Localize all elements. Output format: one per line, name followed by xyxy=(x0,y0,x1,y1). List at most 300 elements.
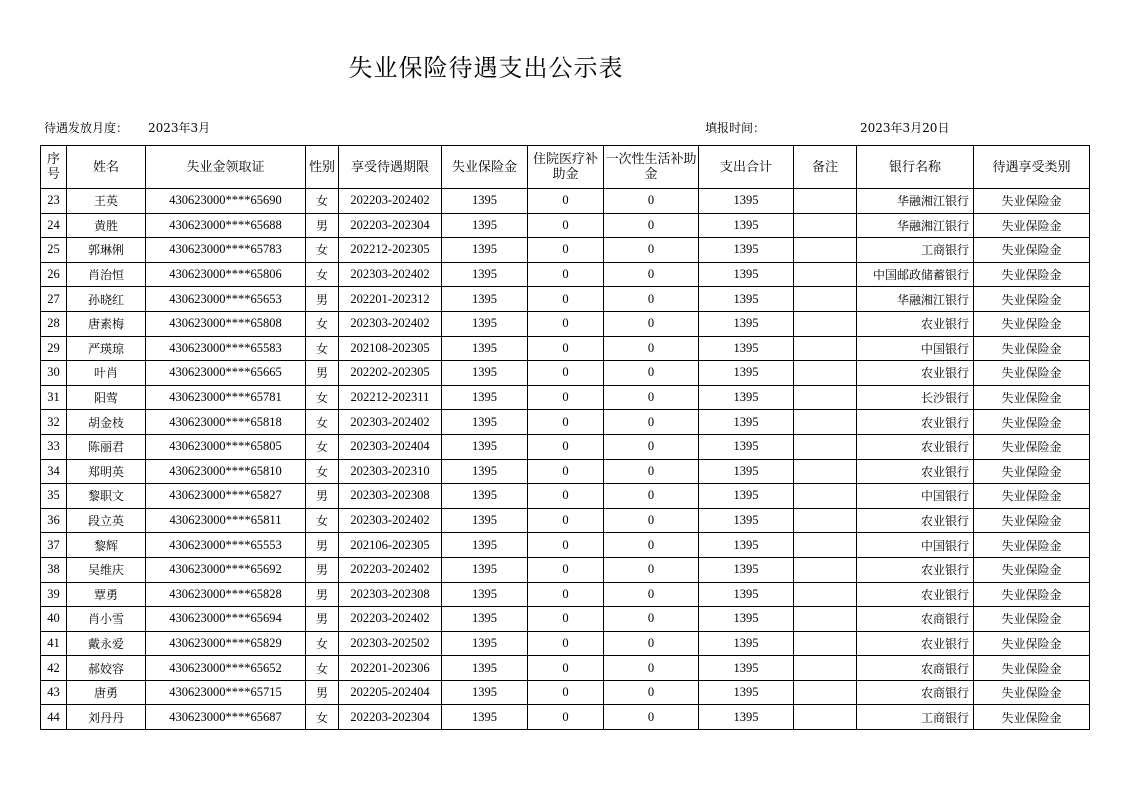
cell-remarks xyxy=(794,189,857,214)
cell-insurance-amount: 1395 xyxy=(442,607,528,632)
cell-living-subsidy: 0 xyxy=(604,582,699,607)
col-header-index: 序号 xyxy=(41,146,67,189)
table-header-row xyxy=(41,146,1090,189)
cell-medical-subsidy: 0 xyxy=(528,656,604,681)
cell-name: 郝姣容 xyxy=(67,656,146,681)
cell-gender: 女 xyxy=(306,656,339,681)
cell-category: 失业保险金 xyxy=(974,582,1090,607)
cell-total: 1395 xyxy=(699,557,794,582)
cell-category: 失业保险金 xyxy=(974,189,1090,214)
cell-living-subsidy: 0 xyxy=(604,705,699,730)
cell-certificate: 430623000****65808 xyxy=(146,311,306,336)
cell-total: 1395 xyxy=(699,213,794,238)
cell-total: 1395 xyxy=(699,287,794,312)
cell-certificate: 430623000****65715 xyxy=(146,680,306,705)
cell-name: 戴永爱 xyxy=(67,631,146,656)
cell-bank: 农业银行 xyxy=(857,434,974,459)
cell-period: 202303-202402 xyxy=(339,410,442,435)
cell-remarks xyxy=(794,484,857,509)
cell-medical-subsidy: 0 xyxy=(528,361,604,386)
cell-bank: 中国银行 xyxy=(857,484,974,509)
cell-insurance-amount: 1395 xyxy=(442,213,528,238)
cell-name: 严瑛琼 xyxy=(67,336,146,361)
fill-date-label: 填报时间： xyxy=(705,121,766,135)
cell-category: 失业保险金 xyxy=(974,385,1090,410)
cell-remarks xyxy=(794,238,857,263)
table-row xyxy=(41,705,1090,730)
cell-gender: 女 xyxy=(306,631,339,656)
cell-living-subsidy: 0 xyxy=(604,238,699,263)
cell-remarks xyxy=(794,656,857,681)
cell-total: 1395 xyxy=(699,410,794,435)
cell-name: 肖治恒 xyxy=(67,262,146,287)
cell-total: 1395 xyxy=(699,533,794,558)
cell-certificate: 430623000****65553 xyxy=(146,533,306,558)
col-header-name: 姓名 xyxy=(67,146,146,189)
cell-living-subsidy: 0 xyxy=(604,311,699,336)
cell-name: 胡金枝 xyxy=(67,410,146,435)
cell-index: 40 xyxy=(41,607,67,632)
cell-period: 202203-202402 xyxy=(339,607,442,632)
cell-gender: 女 xyxy=(306,508,339,533)
cell-gender: 女 xyxy=(306,238,339,263)
cell-living-subsidy: 0 xyxy=(604,385,699,410)
cell-category: 失业保险金 xyxy=(974,705,1090,730)
cell-gender: 女 xyxy=(306,311,339,336)
cell-remarks xyxy=(794,262,857,287)
cell-gender: 男 xyxy=(306,213,339,238)
cell-remarks xyxy=(794,582,857,607)
cell-name: 陈丽君 xyxy=(67,434,146,459)
cell-remarks xyxy=(794,213,857,238)
cell-index: 32 xyxy=(41,410,67,435)
cell-bank: 华融湘江银行 xyxy=(857,189,974,214)
cell-index: 43 xyxy=(41,680,67,705)
cell-medical-subsidy: 0 xyxy=(528,385,604,410)
cell-category: 失业保险金 xyxy=(974,336,1090,361)
cell-insurance-amount: 1395 xyxy=(442,311,528,336)
cell-living-subsidy: 0 xyxy=(604,656,699,681)
cell-category: 失业保险金 xyxy=(974,680,1090,705)
cell-bank: 农商银行 xyxy=(857,680,974,705)
table-row xyxy=(41,656,1090,681)
cell-living-subsidy: 0 xyxy=(604,484,699,509)
cell-period: 202303-202310 xyxy=(339,459,442,484)
table-row xyxy=(41,607,1090,632)
cell-gender: 男 xyxy=(306,557,339,582)
cell-gender: 男 xyxy=(306,607,339,632)
cell-living-subsidy: 0 xyxy=(604,336,699,361)
cell-index: 38 xyxy=(41,557,67,582)
cell-total: 1395 xyxy=(699,311,794,336)
cell-living-subsidy: 0 xyxy=(604,508,699,533)
cell-living-subsidy: 0 xyxy=(604,361,699,386)
table-row xyxy=(41,631,1090,656)
col-header-insurance-amount: 失业保险金 xyxy=(442,146,528,189)
cell-gender: 女 xyxy=(306,434,339,459)
cell-gender: 女 xyxy=(306,189,339,214)
cell-period: 202303-202402 xyxy=(339,311,442,336)
table-row xyxy=(41,361,1090,386)
cell-certificate: 430623000****65692 xyxy=(146,557,306,582)
cell-gender: 女 xyxy=(306,459,339,484)
cell-remarks xyxy=(794,705,857,730)
col-header-certificate: 失业金领取证 xyxy=(146,146,306,189)
cell-medical-subsidy: 0 xyxy=(528,434,604,459)
cell-period: 202212-202311 xyxy=(339,385,442,410)
cell-bank: 中国银行 xyxy=(857,533,974,558)
cell-name: 唐素梅 xyxy=(67,311,146,336)
cell-bank: 中国银行 xyxy=(857,336,974,361)
cell-insurance-amount: 1395 xyxy=(442,189,528,214)
cell-period: 202303-202402 xyxy=(339,262,442,287)
table-row xyxy=(41,459,1090,484)
cell-index: 41 xyxy=(41,631,67,656)
cell-insurance-amount: 1395 xyxy=(442,557,528,582)
cell-gender: 女 xyxy=(306,336,339,361)
cell-name: 孙晓红 xyxy=(67,287,146,312)
cell-remarks xyxy=(794,459,857,484)
cell-gender: 男 xyxy=(306,484,339,509)
cell-total: 1395 xyxy=(699,484,794,509)
payout-month-label: 待遇发放月度： xyxy=(44,121,129,135)
cell-bank: 农业银行 xyxy=(857,361,974,386)
cell-total: 1395 xyxy=(699,434,794,459)
cell-period: 202303-202308 xyxy=(339,484,442,509)
table-row xyxy=(41,533,1090,558)
cell-bank: 华融湘江银行 xyxy=(857,287,974,312)
cell-insurance-amount: 1395 xyxy=(442,680,528,705)
cell-bank: 农业银行 xyxy=(857,459,974,484)
cell-category: 失业保险金 xyxy=(974,410,1090,435)
cell-medical-subsidy: 0 xyxy=(528,410,604,435)
table-row xyxy=(41,582,1090,607)
cell-gender: 男 xyxy=(306,680,339,705)
cell-medical-subsidy: 0 xyxy=(528,680,604,705)
cell-living-subsidy: 0 xyxy=(604,287,699,312)
table-row xyxy=(41,287,1090,312)
cell-certificate: 430623000****65783 xyxy=(146,238,306,263)
cell-certificate: 430623000****65805 xyxy=(146,434,306,459)
cell-total: 1395 xyxy=(699,238,794,263)
cell-index: 24 xyxy=(41,213,67,238)
cell-medical-subsidy: 0 xyxy=(528,189,604,214)
cell-index: 35 xyxy=(41,484,67,509)
cell-remarks xyxy=(794,434,857,459)
cell-remarks xyxy=(794,631,857,656)
cell-bank: 农商银行 xyxy=(857,656,974,681)
cell-living-subsidy: 0 xyxy=(604,533,699,558)
table-row xyxy=(41,484,1090,509)
cell-period: 202201-202312 xyxy=(339,287,442,312)
cell-total: 1395 xyxy=(699,262,794,287)
cell-medical-subsidy: 0 xyxy=(528,287,604,312)
cell-living-subsidy: 0 xyxy=(604,631,699,656)
cell-bank: 农业银行 xyxy=(857,582,974,607)
cell-remarks xyxy=(794,607,857,632)
table-row xyxy=(41,385,1090,410)
cell-certificate: 430623000****65687 xyxy=(146,705,306,730)
cell-bank: 农业银行 xyxy=(857,311,974,336)
cell-medical-subsidy: 0 xyxy=(528,238,604,263)
cell-certificate: 430623000****65652 xyxy=(146,656,306,681)
table-row xyxy=(41,410,1090,435)
cell-category: 失业保险金 xyxy=(974,287,1090,312)
cell-remarks xyxy=(794,410,857,435)
cell-gender: 女 xyxy=(306,410,339,435)
cell-name: 王英 xyxy=(67,189,146,214)
cell-bank: 农业银行 xyxy=(857,508,974,533)
cell-insurance-amount: 1395 xyxy=(442,410,528,435)
cell-period: 202303-202402 xyxy=(339,508,442,533)
cell-gender: 男 xyxy=(306,533,339,558)
cell-living-subsidy: 0 xyxy=(604,680,699,705)
cell-total: 1395 xyxy=(699,459,794,484)
cell-certificate: 430623000****65828 xyxy=(146,582,306,607)
cell-index: 23 xyxy=(41,189,67,214)
cell-bank: 中国邮政储蓄银行 xyxy=(857,262,974,287)
cell-name: 黄胜 xyxy=(67,213,146,238)
cell-name: 唐勇 xyxy=(67,680,146,705)
table-row xyxy=(41,557,1090,582)
cell-total: 1395 xyxy=(699,631,794,656)
cell-index: 27 xyxy=(41,287,67,312)
cell-total: 1395 xyxy=(699,336,794,361)
cell-index: 28 xyxy=(41,311,67,336)
cell-category: 失业保险金 xyxy=(974,484,1090,509)
cell-name: 刘丹丹 xyxy=(67,705,146,730)
cell-period: 202108-202305 xyxy=(339,336,442,361)
cell-living-subsidy: 0 xyxy=(604,557,699,582)
cell-gender: 女 xyxy=(306,262,339,287)
cell-insurance-amount: 1395 xyxy=(442,238,528,263)
cell-medical-subsidy: 0 xyxy=(528,262,604,287)
cell-living-subsidy: 0 xyxy=(604,189,699,214)
cell-bank: 农业银行 xyxy=(857,557,974,582)
cell-period: 202106-202305 xyxy=(339,533,442,558)
cell-category: 失业保险金 xyxy=(974,361,1090,386)
cell-category: 失业保险金 xyxy=(974,238,1090,263)
cell-certificate: 430623000****65806 xyxy=(146,262,306,287)
cell-insurance-amount: 1395 xyxy=(442,631,528,656)
cell-index: 29 xyxy=(41,336,67,361)
cell-insurance-amount: 1395 xyxy=(442,705,528,730)
cell-insurance-amount: 1395 xyxy=(442,287,528,312)
cell-category: 失业保险金 xyxy=(974,607,1090,632)
cell-index: 36 xyxy=(41,508,67,533)
cell-medical-subsidy: 0 xyxy=(528,459,604,484)
cell-insurance-amount: 1395 xyxy=(442,508,528,533)
cell-remarks xyxy=(794,680,857,705)
cell-index: 37 xyxy=(41,533,67,558)
cell-medical-subsidy: 0 xyxy=(528,557,604,582)
col-header-remarks: 备注 xyxy=(794,146,857,189)
cell-medical-subsidy: 0 xyxy=(528,582,604,607)
col-header-bank: 银行名称 xyxy=(857,146,974,189)
cell-remarks xyxy=(794,508,857,533)
cell-living-subsidy: 0 xyxy=(604,213,699,238)
cell-period: 202203-202402 xyxy=(339,557,442,582)
cell-period: 202212-202305 xyxy=(339,238,442,263)
page-title: 失业保险待遇支出公示表 xyxy=(348,54,624,82)
cell-category: 失业保险金 xyxy=(974,213,1090,238)
cell-gender: 男 xyxy=(306,361,339,386)
cell-name: 段立英 xyxy=(67,508,146,533)
cell-gender: 女 xyxy=(306,385,339,410)
payout-month-value: 2023年3月 xyxy=(148,121,211,135)
cell-period: 202203-202304 xyxy=(339,705,442,730)
cell-bank: 农商银行 xyxy=(857,607,974,632)
cell-living-subsidy: 0 xyxy=(604,262,699,287)
cell-medical-subsidy: 0 xyxy=(528,631,604,656)
cell-name: 黎职文 xyxy=(67,484,146,509)
cell-medical-subsidy: 0 xyxy=(528,311,604,336)
cell-medical-subsidy: 0 xyxy=(528,607,604,632)
cell-index: 44 xyxy=(41,705,67,730)
cell-category: 失业保险金 xyxy=(974,508,1090,533)
cell-remarks xyxy=(794,557,857,582)
cell-medical-subsidy: 0 xyxy=(528,705,604,730)
cell-category: 失业保险金 xyxy=(974,311,1090,336)
table-row xyxy=(41,336,1090,361)
table-body xyxy=(41,189,1090,730)
cell-gender: 男 xyxy=(306,287,339,312)
cell-total: 1395 xyxy=(699,656,794,681)
table-row xyxy=(41,213,1090,238)
cell-medical-subsidy: 0 xyxy=(528,336,604,361)
cell-insurance-amount: 1395 xyxy=(442,484,528,509)
cell-index: 25 xyxy=(41,238,67,263)
cell-name: 叶肖 xyxy=(67,361,146,386)
cell-bank: 华融湘江银行 xyxy=(857,213,974,238)
cell-name: 吴维庆 xyxy=(67,557,146,582)
table-row xyxy=(41,680,1090,705)
cell-total: 1395 xyxy=(699,582,794,607)
cell-certificate: 430623000****65827 xyxy=(146,484,306,509)
cell-insurance-amount: 1395 xyxy=(442,361,528,386)
cell-period: 202203-202304 xyxy=(339,213,442,238)
fill-date-value: 2023年3月20日 xyxy=(860,121,950,135)
cell-total: 1395 xyxy=(699,607,794,632)
cell-name: 肖小雪 xyxy=(67,607,146,632)
cell-category: 失业保险金 xyxy=(974,656,1090,681)
cell-insurance-amount: 1395 xyxy=(442,656,528,681)
cell-category: 失业保险金 xyxy=(974,631,1090,656)
cell-total: 1395 xyxy=(699,361,794,386)
cell-living-subsidy: 0 xyxy=(604,607,699,632)
col-header-category: 待遇享受类别 xyxy=(974,146,1090,189)
cell-total: 1395 xyxy=(699,508,794,533)
table-row xyxy=(41,508,1090,533)
cell-name: 覃勇 xyxy=(67,582,146,607)
col-header-living-subsidy: 一次性生活补助金 xyxy=(604,146,699,189)
table-row xyxy=(41,238,1090,263)
cell-insurance-amount: 1395 xyxy=(442,262,528,287)
cell-period: 202303-202308 xyxy=(339,582,442,607)
cell-period: 202202-202305 xyxy=(339,361,442,386)
cell-remarks xyxy=(794,336,857,361)
cell-certificate: 430623000****65690 xyxy=(146,189,306,214)
cell-bank: 农业银行 xyxy=(857,410,974,435)
cell-medical-subsidy: 0 xyxy=(528,533,604,558)
cell-total: 1395 xyxy=(699,385,794,410)
cell-remarks xyxy=(794,287,857,312)
col-header-gender: 性别 xyxy=(306,146,339,189)
cell-period: 202203-202402 xyxy=(339,189,442,214)
cell-gender: 女 xyxy=(306,705,339,730)
cell-certificate: 430623000****65811 xyxy=(146,508,306,533)
cell-total: 1395 xyxy=(699,189,794,214)
cell-index: 30 xyxy=(41,361,67,386)
cell-insurance-amount: 1395 xyxy=(442,434,528,459)
cell-gender: 男 xyxy=(306,582,339,607)
cell-category: 失业保险金 xyxy=(974,262,1090,287)
cell-certificate: 430623000****65583 xyxy=(146,336,306,361)
cell-insurance-amount: 1395 xyxy=(442,582,528,607)
cell-certificate: 430623000****65694 xyxy=(146,607,306,632)
cell-certificate: 430623000****65653 xyxy=(146,287,306,312)
cell-index: 33 xyxy=(41,434,67,459)
table-row xyxy=(41,262,1090,287)
cell-living-subsidy: 0 xyxy=(604,410,699,435)
cell-index: 31 xyxy=(41,385,67,410)
cell-period: 202201-202306 xyxy=(339,656,442,681)
cell-insurance-amount: 1395 xyxy=(442,336,528,361)
cell-category: 失业保险金 xyxy=(974,434,1090,459)
cell-name: 郭琳俐 xyxy=(67,238,146,263)
cell-name: 黎辉 xyxy=(67,533,146,558)
cell-remarks xyxy=(794,385,857,410)
cell-certificate: 430623000****65818 xyxy=(146,410,306,435)
cell-medical-subsidy: 0 xyxy=(528,484,604,509)
cell-period: 202303-202404 xyxy=(339,434,442,459)
cell-living-subsidy: 0 xyxy=(604,434,699,459)
cell-index: 39 xyxy=(41,582,67,607)
cell-certificate: 430623000****65688 xyxy=(146,213,306,238)
cell-total: 1395 xyxy=(699,705,794,730)
cell-period: 202205-202404 xyxy=(339,680,442,705)
cell-insurance-amount: 1395 xyxy=(442,385,528,410)
table-row xyxy=(41,434,1090,459)
cell-bank: 农业银行 xyxy=(857,631,974,656)
cell-certificate: 430623000****65829 xyxy=(146,631,306,656)
cell-remarks xyxy=(794,361,857,386)
col-header-total: 支出合计 xyxy=(699,146,794,189)
cell-category: 失业保险金 xyxy=(974,533,1090,558)
cell-certificate: 430623000****65810 xyxy=(146,459,306,484)
cell-certificate: 430623000****65781 xyxy=(146,385,306,410)
benefit-table xyxy=(40,145,1090,730)
cell-bank: 工商银行 xyxy=(857,238,974,263)
cell-name: 阳莺 xyxy=(67,385,146,410)
table-row xyxy=(41,189,1090,214)
cell-remarks xyxy=(794,533,857,558)
cell-bank: 长沙银行 xyxy=(857,385,974,410)
cell-medical-subsidy: 0 xyxy=(528,508,604,533)
cell-index: 34 xyxy=(41,459,67,484)
cell-name: 郑明英 xyxy=(67,459,146,484)
col-header-period: 享受待遇期限 xyxy=(339,146,442,189)
cell-remarks xyxy=(794,311,857,336)
cell-category: 失业保险金 xyxy=(974,459,1090,484)
table-row xyxy=(41,311,1090,336)
col-header-medical-subsidy: 住院医疗补助金 xyxy=(528,146,604,189)
cell-living-subsidy: 0 xyxy=(604,459,699,484)
cell-bank: 工商银行 xyxy=(857,705,974,730)
cell-certificate: 430623000****65665 xyxy=(146,361,306,386)
cell-index: 42 xyxy=(41,656,67,681)
cell-category: 失业保险金 xyxy=(974,557,1090,582)
